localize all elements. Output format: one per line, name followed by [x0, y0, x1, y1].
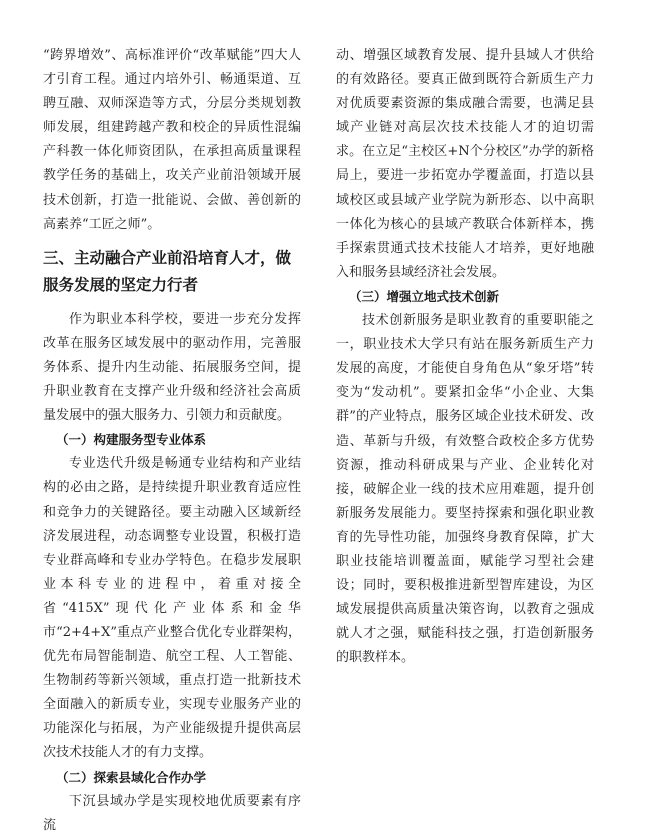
subheading-3: （三）增强立地式技术创新	[349, 288, 500, 304]
right-paragraph-2: 技术创新服务是职业教育的重要职能之一，职业技术大学只有站在服务新质生产力发展的高度，才能使自身角色从“象牙塔”转变为“发动机”。要紧扣金华“小企业、大集群”的产业特点，服务区域企业技术研发、改造、革新与升级，有效整合政校企多方优势资源，推动科研成果与产业、企业转化对接，破解企业一线的技术应用难题，提升创新服务发展能力。要坚持探索和强化职业教育的先导性功能，加强终身教育保障，扩大职业技能培训覆盖面，赋能学习型社会建设；同时，要积极推进新型智库建设，为区域发展提供高质量决策咨询，以教育之强成就人才之强，赋能科技之强，打造创新服务的职教样本。	[336, 313, 594, 666]
section-heading: 三、主动融合产业前沿培育人才，做服务发展的坚定力行者	[43, 248, 292, 294]
subheading-2: （二）探索县域化合作办学	[56, 769, 207, 785]
right-paragraph-1: 动、增强区域教育发展、提升县域人才供给的有效路径。要真正做到既符合新质生产力对优质要素资源的集成融合需要，也满足县域产业链对高层次技术技能人才的迫切需求。在立足“主校区+N个分校区”办学的新格局上，要进一步拓宽办学覆盖面，打造以县域校区或县域产业学院为新形态、以中高职一体化为核心的县域产教联合体新样本，携手探索贯通式技术技能人才培养，更好地融入和服务县域经济社会发展。	[336, 48, 594, 280]
left-paragraph-1: “跨界增效”、高标准评价“改革赋能”四大人才引育工程。通过内培外引、畅通渠道、互聘互融、双师深造等方式，分层分类规划教师发展，组建跨越产教和校企的异质性混编产科教一体化师资团队，在承担高质量课程教学任务的基础上，攻关产业前沿领域开展技术创新，打造一批能说、会做、善创新的高素养“工匠之师”。	[43, 48, 301, 232]
subheading-1: （一）构建服务型专业体系	[56, 432, 207, 448]
left-paragraph-4: 下沉县域办学是实现校地优质要素有序流	[43, 793, 301, 833]
left-paragraph-2: 作为职业本科学校，要进一步充分发挥改革在服务区域发展中的驱动作用，完善服务体系、提升内生动能、拓展服务空间，提升职业教育在支撑产业升级和经济社会高质量发展中的强大服务力、引领力和贡献度。	[43, 311, 301, 424]
left-paragraph-3: 专业迭代升级是畅通专业结构和产业结构的必由之路，是持续提升职业教育适应性和竞争力的关键路径。要主动融入区域新经济发展进程，动态调整专业设置，积极打造专业群高峰和专业办学特色。在稳步发展职业本科专业的进程中，着重对接全省“415X”现代化产业体系和金华市“2+4+X”重点产业整合优化专业群架构，优先布局智能制造、航空工程、人工智能、生物制药等新兴领域，重点打造一批新技术全面融入的新质专业，实现专业服务产业的功能深化与拓展，为产业能级提升提供高层次技术技能人才的有力支撑。	[43, 456, 301, 761]
left-column	[43, 44, 301, 838]
right-column	[336, 44, 594, 670]
